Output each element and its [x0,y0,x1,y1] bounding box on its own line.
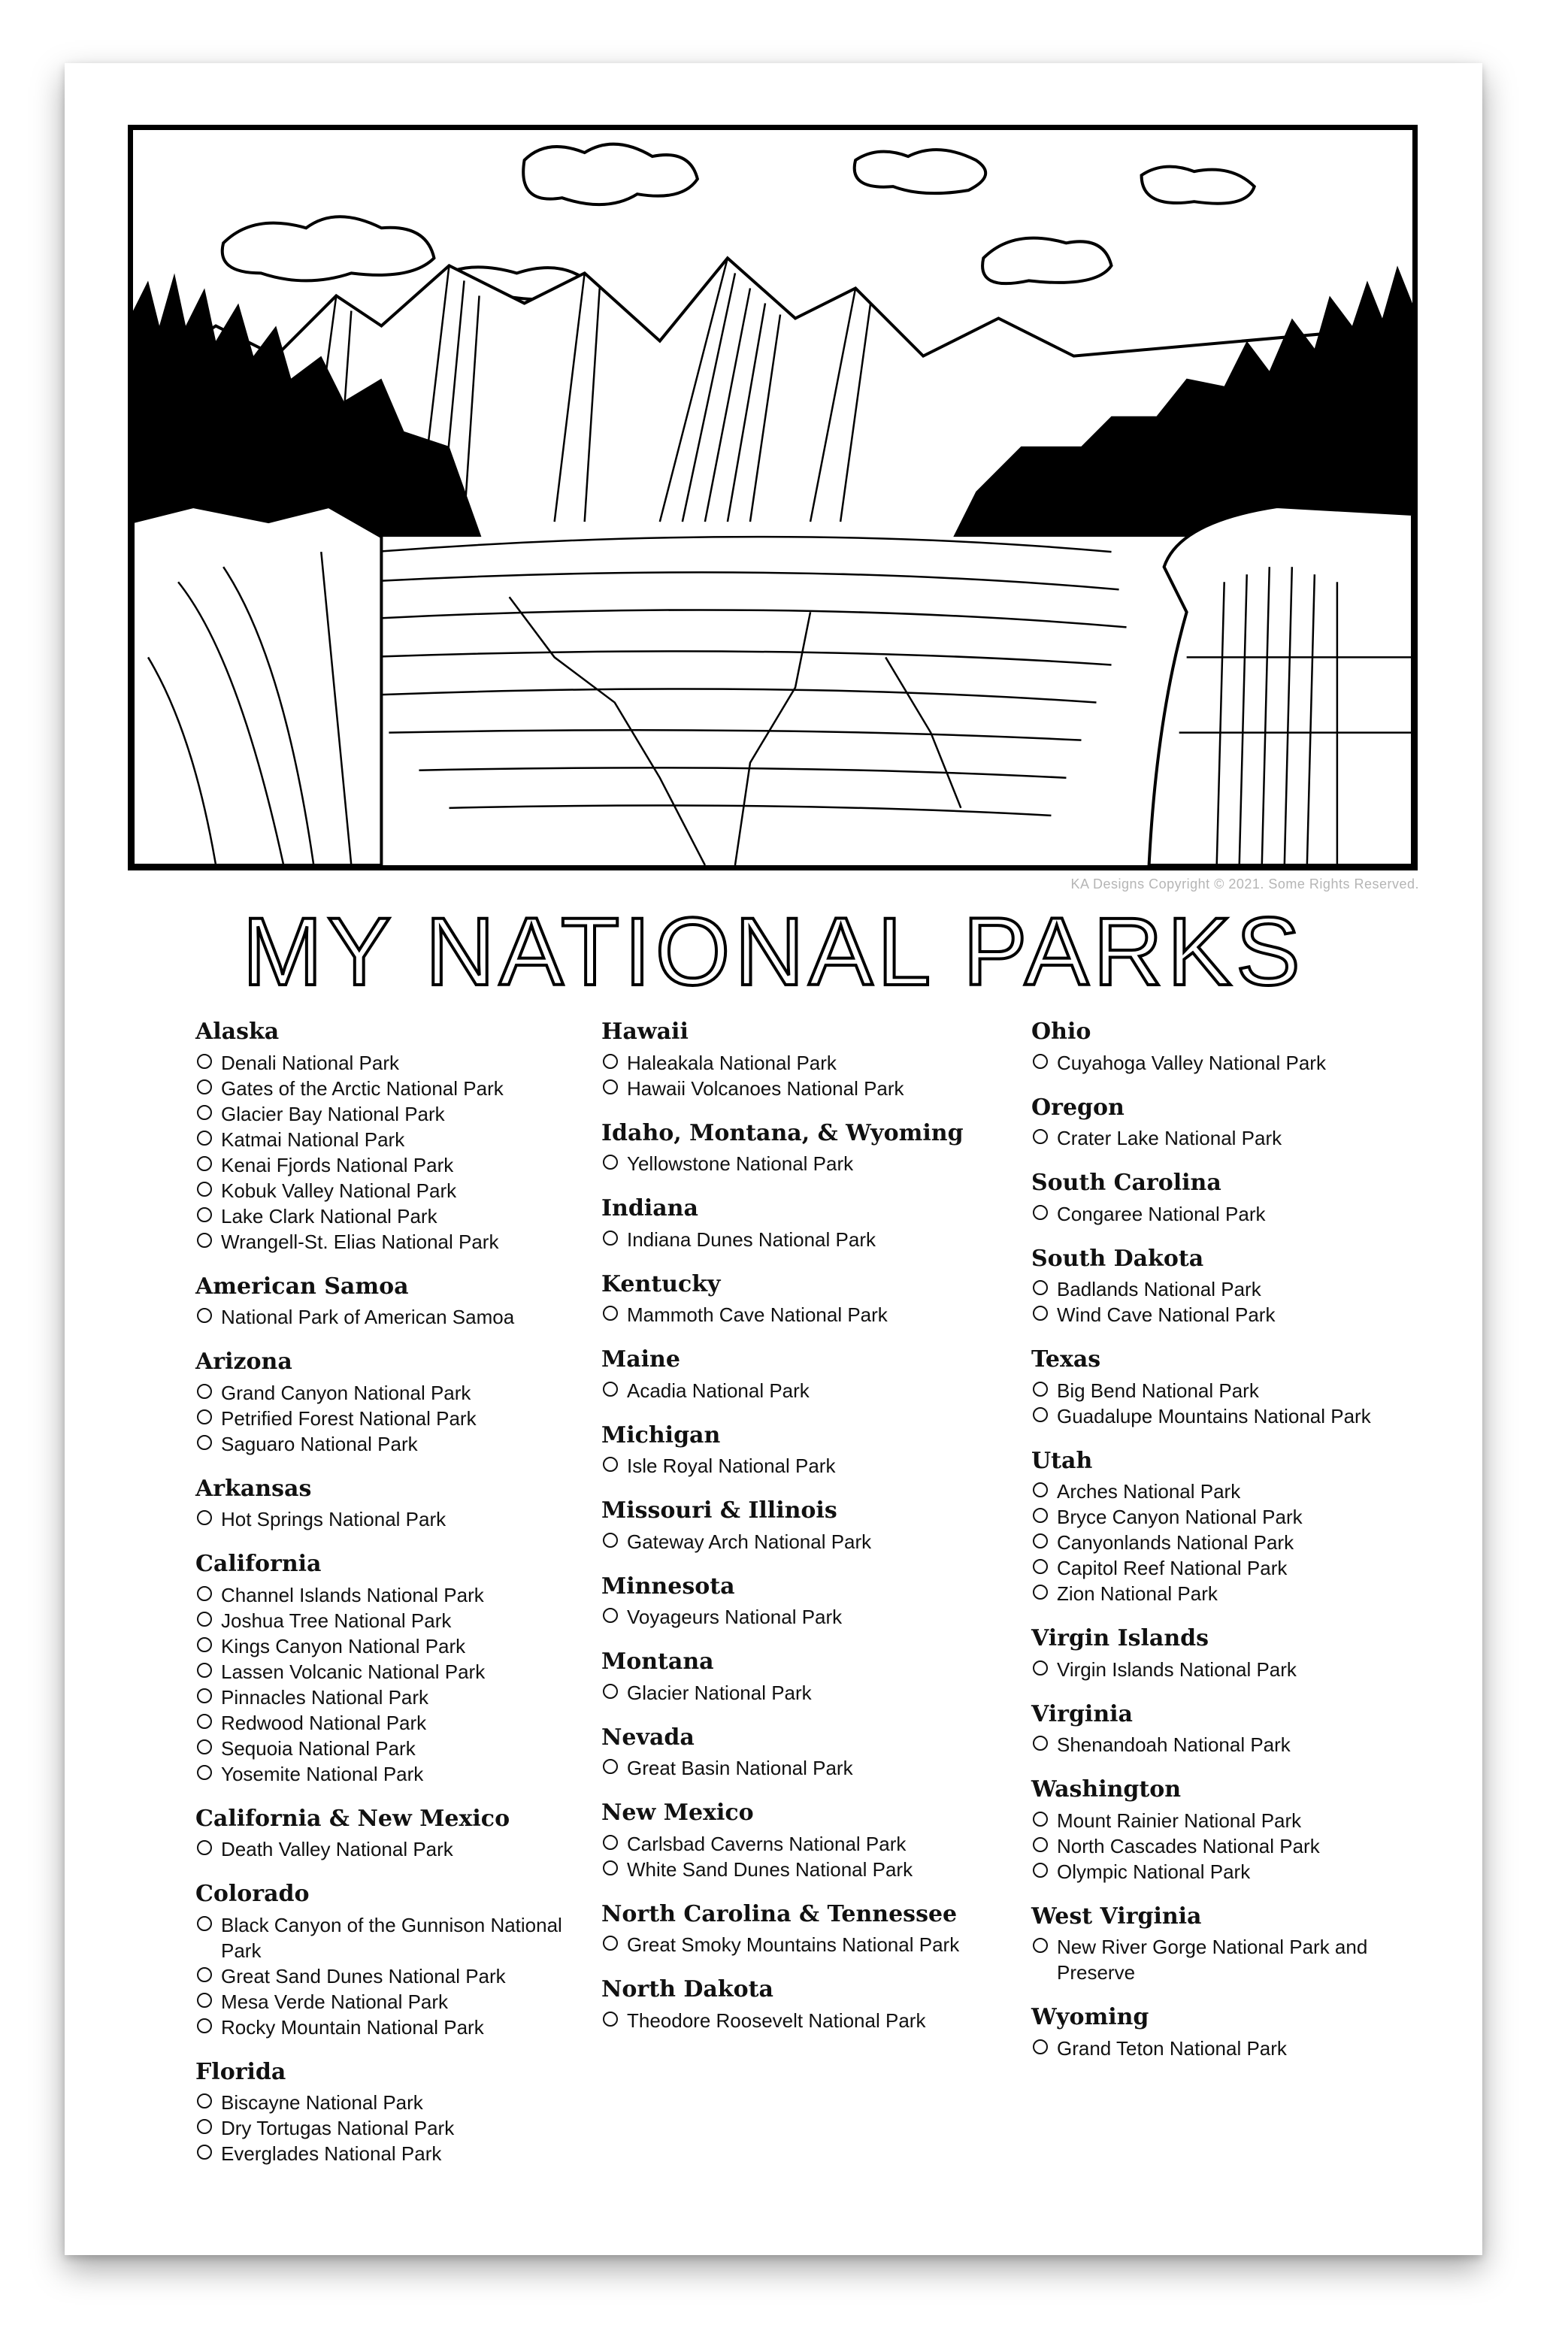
checkbox-circle-icon[interactable] [1033,1054,1048,1069]
park-name: Glacier National Park [627,1681,812,1704]
checkbox-circle-icon[interactable] [603,1608,618,1623]
checkbox-circle-icon[interactable] [1033,1407,1048,1422]
state-group [1031,1095,1422,1152]
park-checklist-item[interactable] [1031,1530,1422,1555]
poster-title [65,896,1482,1001]
park-checklist-item[interactable] [1031,1050,1422,1076]
state-group [195,1349,586,1457]
checkbox-circle-icon[interactable] [197,2145,212,2160]
park-name: National Park of American Samoa [221,1306,515,1328]
state-heading: Washington [1031,1776,1182,1803]
checkbox-circle-icon[interactable] [1033,1938,1048,1953]
state-heading: West Virginia [1031,1903,1202,1930]
state-group [1031,1170,1422,1227]
park-checklist-item[interactable] [195,2141,586,2166]
state-group [601,1121,1022,1177]
park-checklist-item[interactable] [601,1453,1022,1479]
checkbox-circle-icon[interactable] [197,1586,212,1601]
state-heading: Idaho, Montana, & Wyoming [601,1119,964,1146]
checkbox-circle-icon[interactable] [1033,1812,1048,1827]
park-name: Death Valley National Park [221,1838,453,1860]
park-name: Bryce Canyon National Park [1057,1506,1303,1528]
park-name: Cuyahoga Valley National Park [1057,1051,1326,1074]
state-heading: Texas [1031,1346,1101,1373]
state-heading: Maine [601,1346,680,1373]
park-column-1 [195,1019,586,2186]
park-checklist-item[interactable] [601,1857,1022,1882]
park-name: Great Basin National Park [627,1757,853,1779]
park-checklist-item[interactable] [601,1378,1022,1403]
checkbox-circle-icon[interactable] [603,1533,618,1548]
checkbox-circle-icon[interactable] [197,1967,212,1982]
park-name: Great Sand Dunes National Park [221,1964,506,1987]
park-name: Big Bend National Park [1057,1379,1259,1402]
park-checklist-item[interactable] [1031,1859,1422,1884]
park-name: Saguaro National Park [221,1432,418,1455]
checkbox-circle-icon[interactable] [603,1759,618,1774]
state-heading: Kentucky [601,1270,721,1297]
park-checklist-item[interactable] [1031,1378,1422,1403]
park-checklist-item[interactable] [1031,1201,1422,1227]
park-checklist-item[interactable] [195,1633,586,1659]
checkbox-circle-icon[interactable] [1033,1559,1048,1574]
park-name: Mount Rainier National Park [1057,1809,1302,1832]
park-name: Channel Islands National Park [221,1583,484,1606]
park-checklist-item[interactable] [1031,1732,1422,1757]
checkbox-circle-icon[interactable] [197,2119,212,2134]
checkbox-circle-icon[interactable] [197,1637,212,1652]
park-name: White Sand Dunes National Park [627,1857,913,1881]
state-group [195,1881,586,2040]
checkbox-circle-icon[interactable] [197,1131,212,1146]
state-group [601,1977,1022,2033]
park-name: Gates of the Arctic National Park [221,1076,504,1100]
park-checklist-item[interactable] [1031,1581,1422,1606]
park-name: Indiana Dunes National Park [627,1228,876,1251]
park-name: Capitol Reef National Park [1057,1557,1288,1579]
park-checklist-item[interactable] [195,1178,586,1203]
park-name: Gateway Arch National Park [627,1530,872,1553]
landscape-illustration [128,125,1418,870]
state-heading: South Carolina [1031,1170,1221,1196]
park-name: Yosemite National Park [221,1762,424,1785]
checkbox-circle-icon[interactable] [603,1684,618,1699]
park-checklist-item[interactable] [601,1227,1022,1252]
state-heading: Hawaii [601,1019,689,1045]
state-heading: Arkansas [195,1475,312,1502]
checkbox-circle-icon[interactable] [197,1765,212,1780]
state-heading: Nevada [601,1724,695,1751]
park-checklist-item[interactable] [195,1736,586,1761]
park-name: Zion National Park [1057,1582,1218,1605]
park-checklist-item[interactable] [1031,1403,1422,1429]
checkbox-circle-icon[interactable] [197,1840,212,1855]
park-name: Olympic National Park [1057,1860,1251,1883]
park-name: Guadalupe Mountains National Park [1057,1404,1371,1427]
state-group [1031,1904,1422,1986]
park-checklist-item[interactable] [1031,1808,1422,1833]
state-heading: California [195,1551,322,1577]
park-name: Mammoth Cave National Park [627,1303,888,1326]
checkbox-circle-icon[interactable] [197,1308,212,1323]
park-name: Joshua Tree National Park [221,1609,452,1632]
checkbox-circle-icon[interactable] [197,1156,212,1171]
state-group [1031,1019,1422,1076]
title-outline [65,896,1482,1001]
state-group [601,1725,1022,1782]
park-name: Crater Lake National Park [1057,1127,1282,1149]
state-group [601,1800,1022,1882]
state-group [1031,1626,1422,1682]
park-checklist-item[interactable] [195,1152,586,1178]
park-checklist-item[interactable] [601,1151,1022,1176]
checkbox-circle-icon[interactable] [603,1835,618,1850]
checkbox-circle-icon[interactable] [1033,1837,1048,1852]
park-checklist-item[interactable] [1031,1276,1422,1302]
state-group [601,1347,1022,1403]
checkbox-circle-icon[interactable] [197,1182,212,1197]
checkbox-circle-icon[interactable] [197,1233,212,1248]
park-checklist-item[interactable] [195,1431,586,1457]
state-group [601,1902,1022,1958]
checkbox-circle-icon[interactable] [197,1207,212,1222]
title-text: MY NATIONAL PARKS [242,898,1305,1001]
state-heading: Arizona [195,1349,292,1375]
state-group [1031,2005,1422,2061]
park-name: Wrangell-St. Elias National Park [221,1230,499,1253]
park-name: Lassen Volcanic National Park [221,1660,486,1683]
park-name: Theodore Roosevelt National Park [627,2009,926,2032]
park-checklist-item[interactable] [195,1050,586,1076]
park-name: Kings Canyon National Park [221,1634,466,1657]
checkbox-circle-icon[interactable] [1033,1382,1048,1397]
park-name: Petrified Forest National Park [221,1406,477,1430]
park-name: Denali National Park [221,1051,400,1074]
poster [65,63,1482,2255]
state-heading: Colorado [195,1881,310,1907]
park-name: Kenai Fjords National Park [221,1153,454,1176]
park-checklist-item[interactable] [601,1050,1022,1076]
park-checklist-item[interactable] [601,1529,1022,1555]
checkbox-circle-icon[interactable] [197,1916,212,1931]
state-group [195,1476,586,1533]
state-group [601,1649,1022,1706]
park-checklist-item[interactable] [1031,1504,1422,1530]
checkbox-circle-icon[interactable] [603,1936,618,1951]
state-group [1031,1246,1422,1328]
park-name: Sequoia National Park [221,1736,416,1760]
checkbox-circle-icon[interactable] [1033,1585,1048,1600]
state-heading: North Carolina & Tennessee [601,1900,958,1927]
park-checklist-item[interactable] [601,1076,1022,1101]
mountain-canyon-drawing [133,130,1412,865]
park-name: Carlsbad Caverns National Park [627,1832,907,1855]
park-checklist-item[interactable] [1031,1555,1422,1581]
checkbox-circle-icon[interactable] [197,1739,212,1754]
state-heading: Florida [195,2058,286,2085]
state-group [1031,1449,1422,1607]
state-group [601,1423,1022,1479]
state-heading: California & New Mexico [195,1805,510,1832]
checkbox-circle-icon[interactable] [197,1993,212,2008]
park-checklist-item[interactable] [195,1685,586,1710]
park-name: Pinnacles National Park [221,1685,429,1709]
checkbox-circle-icon[interactable] [603,1155,618,1170]
park-checklist-item[interactable] [195,1076,586,1101]
park-checklist-item[interactable] [1031,1479,1422,1504]
park-checklist-item[interactable] [195,1710,586,1736]
checkbox-circle-icon[interactable] [197,1510,212,1525]
state-heading: Missouri & Illinois [601,1497,837,1524]
checkbox-circle-icon[interactable] [197,1105,212,1120]
park-checklist-item[interactable] [1031,1302,1422,1327]
park-name: Kobuk Valley National Park [221,1179,457,1202]
park-checklist-item[interactable] [195,1836,586,1862]
park-checklist-item[interactable] [601,1604,1022,1630]
state-heading: Virgin Islands [1031,1625,1209,1651]
park-name: Biscayne National Park [221,2091,423,2114]
park-name: Isle Royal National Park [627,1455,836,1477]
state-heading: Indiana [601,1195,698,1222]
park-checklist-item[interactable] [601,2008,1022,2033]
checkbox-circle-icon[interactable] [603,1054,618,1069]
park-name: North Cascades National Park [1057,1834,1320,1857]
park-checklist-item[interactable] [195,1127,586,1152]
park-checklist-item[interactable] [195,2090,586,2115]
checkbox-circle-icon[interactable] [1033,1736,1048,1751]
checkbox-circle-icon[interactable] [1033,1306,1048,1321]
state-heading: American Samoa [195,1273,409,1300]
state-heading: Utah [1031,1447,1093,1474]
checkbox-circle-icon[interactable] [1033,1533,1048,1548]
checkbox-circle-icon[interactable] [603,1306,618,1321]
state-group [195,2060,586,2167]
park-checklist-item[interactable] [601,1831,1022,1857]
state-group [195,1019,586,1255]
state-heading: Montana [601,1648,714,1675]
park-name: Hawaii Volcanoes National Park [627,1076,904,1100]
park-name: New River Gorge National Park and Preserve [1057,1936,1368,1984]
park-checklist-item[interactable] [195,1229,586,1255]
park-checklist-item[interactable] [195,1406,586,1431]
park-checklist-item[interactable] [195,1101,586,1127]
park-name: Badlands National Park [1057,1278,1261,1300]
park-name: Voyageurs National Park [627,1606,843,1628]
park-name: Glacier Bay National Park [221,1102,445,1125]
state-group [601,1272,1022,1328]
checkbox-circle-icon[interactable] [603,1079,618,1094]
checkbox-circle-icon[interactable] [1033,1129,1048,1144]
park-name: Arches National Park [1057,1480,1241,1503]
park-name: Canyonlands National Park [1057,1531,1294,1554]
park-name: Virgin Islands National Park [1057,1657,1297,1681]
park-checklist-item[interactable] [1031,2036,1422,2061]
park-name: Haleakala National Park [627,1051,837,1074]
park-name: Rocky Mountain National Park [221,2015,484,2039]
park-column-3 [1031,1019,1422,2081]
checkbox-circle-icon[interactable] [1033,1863,1048,1878]
park-name: Grand Canyon National Park [221,1381,471,1404]
checkbox-circle-icon[interactable] [197,1435,212,1450]
checkbox-circle-icon[interactable] [603,2012,618,2027]
checkbox-circle-icon[interactable] [197,1409,212,1424]
park-checklist-item[interactable] [195,1963,586,1989]
checkbox-circle-icon[interactable] [197,1384,212,1399]
state-group [601,1574,1022,1630]
park-checklist-item[interactable] [195,1608,586,1633]
checkbox-circle-icon[interactable] [197,1688,212,1703]
state-group [195,1551,586,1787]
checkbox-circle-icon[interactable] [197,2018,212,2033]
park-checklist-item[interactable] [195,2015,586,2040]
park-checklist-item[interactable] [195,1506,586,1532]
park-name: Lake Clark National Park [221,1204,437,1228]
park-checklist-item[interactable] [1031,1934,1422,1985]
state-heading: New Mexico [601,1800,754,1826]
park-checklist-item[interactable] [195,1912,586,1963]
state-group [601,1019,1022,1101]
park-name: Hot Springs National Park [221,1508,446,1530]
park-checklist-item[interactable] [601,1680,1022,1706]
park-name: Katmai National Park [221,1128,405,1151]
park-checklist-item[interactable] [195,1203,586,1229]
state-heading: South Dakota [1031,1245,1204,1272]
park-name: Congaree National Park [1057,1202,1266,1225]
park-name: Redwood National Park [221,1711,427,1734]
park-checklist-item[interactable] [601,1302,1022,1327]
park-name: Acadia National Park [627,1379,810,1402]
park-name: Grand Teton National Park [1057,2036,1287,2060]
park-checklist-item[interactable] [195,1761,586,1787]
park-name: Dry Tortugas National Park [221,2117,455,2139]
state-group [195,1806,586,1863]
copyright-notice: KA Designs Copyright © 2021. Some Rights Reserved. [1070,876,1419,892]
park-name: Everglades National Park [221,2142,442,2165]
checkbox-circle-icon[interactable] [603,1382,618,1397]
park-checklist-item[interactable] [1031,1657,1422,1682]
checkbox-circle-icon[interactable] [1033,1482,1048,1497]
checkbox-circle-icon[interactable] [603,1860,618,1875]
checkbox-circle-icon[interactable] [1033,1508,1048,1523]
checkbox-circle-icon[interactable] [1033,1660,1048,1676]
checkbox-circle-icon[interactable] [197,1663,212,1678]
state-heading: Wyoming [1031,2004,1149,2030]
park-checklist-item[interactable] [195,1380,586,1406]
state-group [601,1498,1022,1555]
park-checklist-item[interactable] [195,1989,586,2015]
park-checklist-item[interactable] [1031,1833,1422,1859]
checkbox-circle-icon[interactable] [197,1714,212,1729]
state-heading: Oregon [1031,1094,1125,1121]
state-group [1031,1777,1422,1884]
park-checklist-item[interactable] [195,2115,586,2141]
checkbox-circle-icon[interactable] [197,1612,212,1627]
park-name: Wind Cave National Park [1057,1303,1276,1326]
park-checklist-item[interactable] [601,1755,1022,1781]
state-heading: Minnesota [601,1573,735,1600]
state-heading: North Dakota [601,1976,773,2003]
checkbox-circle-icon[interactable] [603,1231,618,1246]
checkbox-circle-icon[interactable] [197,1079,212,1094]
state-heading: Virginia [1031,1700,1133,1727]
checkbox-circle-icon[interactable] [197,2093,212,2108]
park-name: Shenandoah National Park [1057,1733,1291,1756]
park-checklist-item[interactable] [1031,1125,1422,1151]
park-name: Great Smoky Mountains National Park [627,1933,960,1956]
state-group [601,1196,1022,1252]
park-name: Mesa Verde National Park [221,1990,449,2013]
checkbox-circle-icon[interactable] [1033,1205,1048,1220]
state-heading: Alaska [195,1019,280,1045]
park-checklist-item[interactable] [195,1304,586,1330]
park-name: Black Canyon of the Gunnison National Park [221,1913,562,1962]
checkbox-circle-icon[interactable] [197,1054,212,1069]
park-column-2 [601,1019,1022,2053]
state-group [1031,1702,1422,1758]
state-group [195,1274,586,1330]
state-group [1031,1347,1422,1429]
park-checklist-item[interactable] [601,1932,1022,1957]
checkbox-circle-icon[interactable] [1033,1280,1048,1295]
park-checklist-item[interactable] [195,1659,586,1685]
park-checklist-item[interactable] [195,1582,586,1608]
checkbox-circle-icon[interactable] [603,1457,618,1472]
park-name: Yellowstone National Park [627,1152,854,1175]
state-heading: Michigan [601,1421,721,1449]
checkbox-circle-icon[interactable] [1033,2039,1048,2054]
state-heading: Ohio [1031,1019,1091,1045]
